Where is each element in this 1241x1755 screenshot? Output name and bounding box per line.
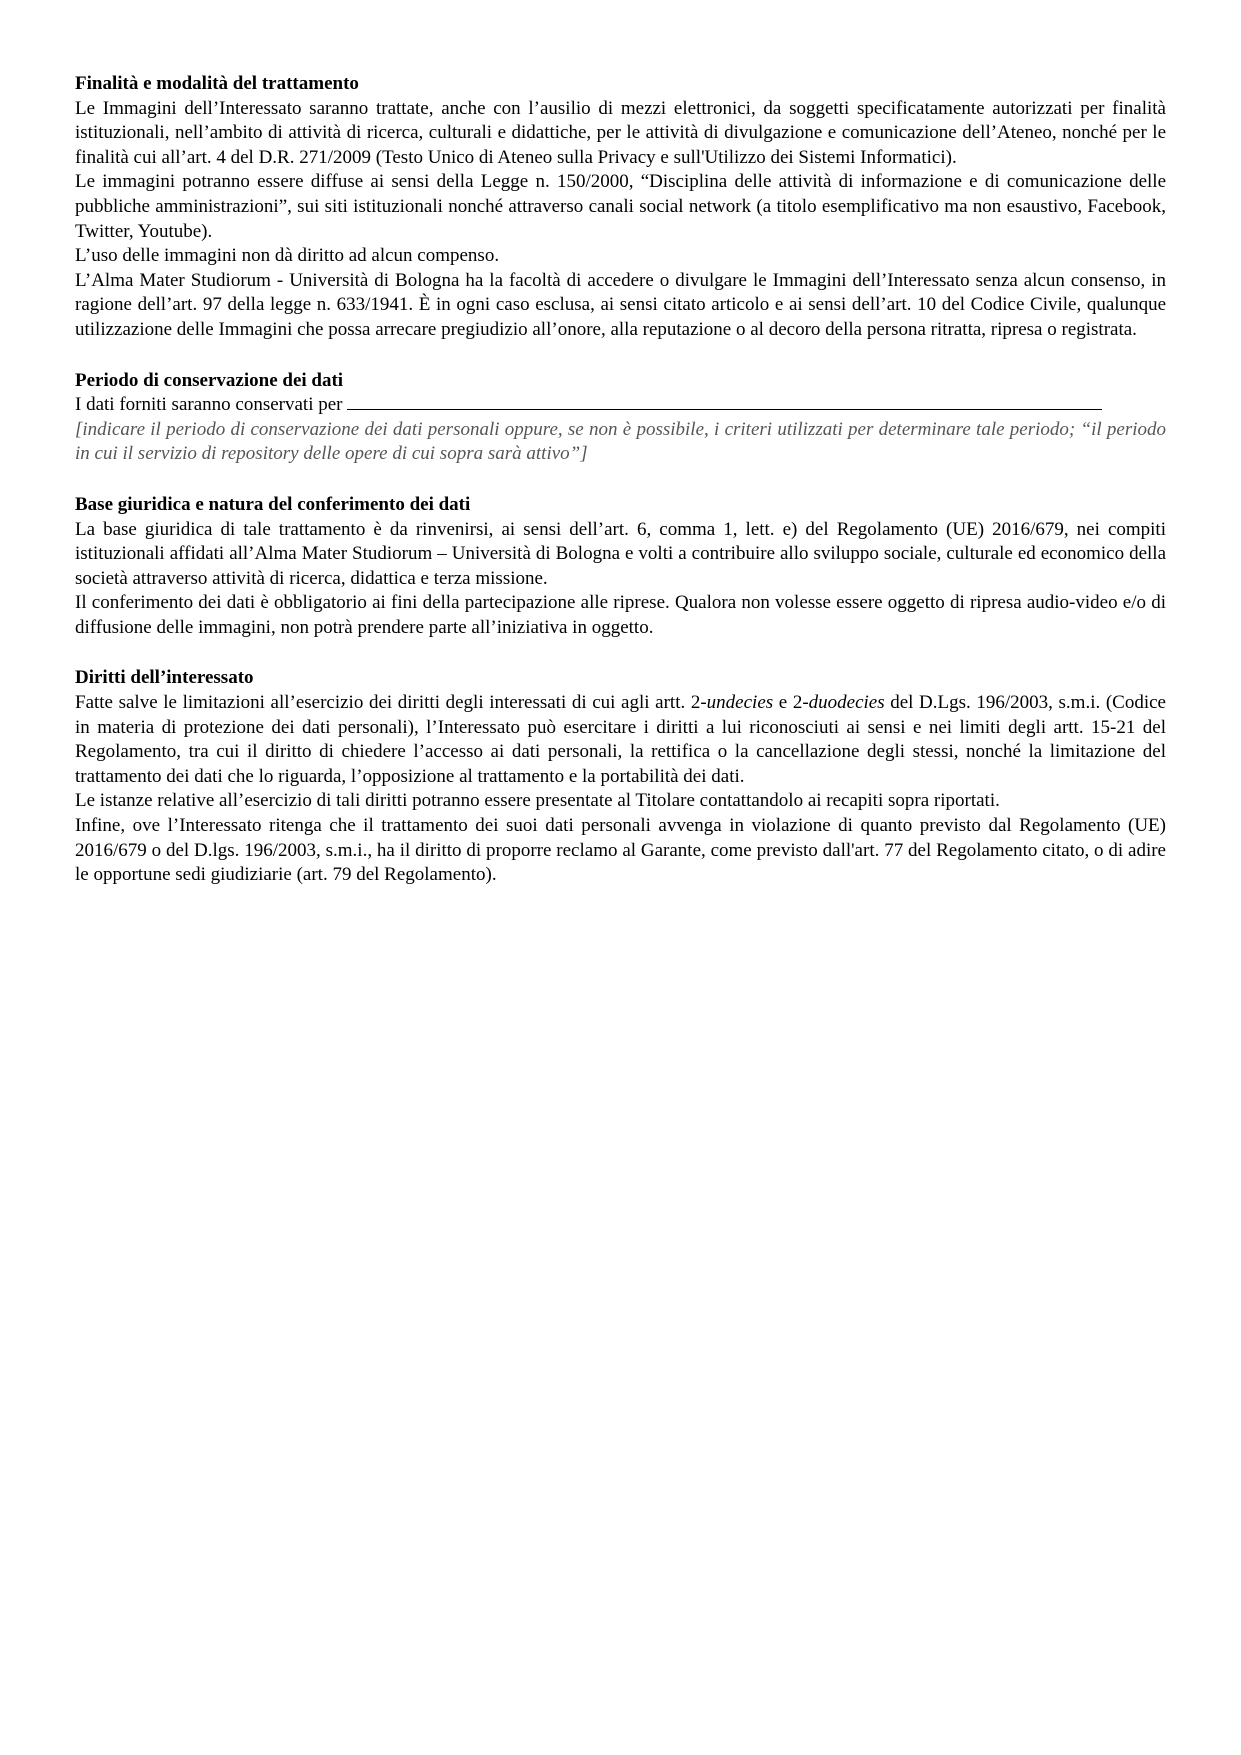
section-base-giuridica (75, 493, 1166, 641)
section-title: Base giuridica e natura del conferimento dei dati (75, 493, 471, 515)
italic-term: duodecies (808, 692, 885, 714)
paragraph: L’Alma Mater Studiorum - Università di Bologna ha la facoltà di accedere o divulgare le Immagini dell’Interessato senza alcun consenso, in ragione dell’art. 97 della legge n. 633/1941. È in ogni caso esclusa, ai sensi citato articolo e ai sensi dell’art. 10 del Codice Civile, qualunque utilizzazione delle Immagini che possa arrecare pregiudizio all’onore, alla reputazione o al decoro della persona ritratta, ripresa o registrata. (75, 269, 1166, 340)
paragraph: La base giuridica di tale trattamento è da rinvenirsi, ai sensi dell’art. 6, comma 1, lett. e) del Regolamento (UE) 2016/679, nei compiti istituzionali affidati all’Alma Mater Studiorum – Università di Bologna e volti a contribuire allo sviluppo sociale, culturale ed economico della società attraverso attività di ricerca, didattica e terza missione. (75, 518, 1166, 589)
text-run: Fatte salve le limitazioni all’esercizio dei diritti degli interessati di cui agli artt. 2- (75, 692, 707, 714)
section-diritti (75, 666, 1166, 887)
paragraph: Le istanze relative all’esercizio di tali diritti potranno essere presentate al Titolare contattandolo ai recapiti sopra riportati. (75, 790, 1000, 812)
paragraph (75, 691, 1166, 789)
retention-line (75, 393, 1166, 418)
text-run: del D.Lgs. 196/2003, s.m.i. (Codice in materia di protezione dei dati personali), l’Interessato può esercitare i diritti a lui riconosciuti ai sensi e nei limiti degli artt. 15-21 del Regolamento, tra cui il diritto di chiedere l’accesso ai dati personali, la rettifica o la cancellazione degli stessi, nonché la limitazione del trattamento dei dati che lo riguarda, l’opposizione al trattamento e la portabilità dei dati. (75, 692, 1166, 787)
paragraph: L’uso delle immagini non dà diritto ad alcun compenso. (75, 245, 500, 267)
retention-label: I dati forniti saranno conservati per (75, 394, 343, 416)
paragraph: Le immagini potranno essere diffuse ai sensi della Legge n. 150/2000, “Disciplina delle attività di informazione e di comunicazione delle pubbliche amministrazioni”, sui siti istituzionali nonché attraverso canali social network (a titolo esemplificativo ma non esaustivo, Facebook, Twitter, Youtube). (75, 171, 1166, 242)
retention-blank-line[interactable] (347, 408, 1102, 410)
section-title: Periodo di conservazione dei dati (75, 369, 344, 391)
paragraph: Il conferimento dei dati è obbligatorio ai fini della partecipazione alle riprese. Qualora non volesse essere oggetto di ripresa audio-video e/o di diffusione delle immagini, non potrà prendere parte all’iniziativa in oggetto. (75, 592, 1166, 638)
italic-term: undecies (706, 692, 774, 714)
text-run: e 2- (773, 692, 809, 714)
section-title: Finalità e modalità del trattamento (75, 73, 359, 94)
paragraph: Infine, ove l’Interessato ritenga che il trattamento dei suoi dati personali avvenga in violazione di quanto previsto dal Regolamento (UE) 2016/679 o del D.lgs. 196/2003, s.m.i., ha il diritto di proporre reclamo al Garante, come previsto dall'art. 77 del Regolamento citato, o di adire le opportune sedi giudiziarie (art. 79 del Regolamento). (75, 815, 1166, 886)
paragraph: Le Immagini dell’Interessato saranno trattate, anche con l’ausilio di mezzi elettronici, da soggetti specificatamente autorizzati per finalità istituzionali, nell’ambito di attività di ricerca, culturali e didattiche, per le attività di divulgazione e comunicazione dell’Ateneo, nonché per le finalità cui all’art. 4 del D.R. 271/2009 (Testo Unico di Ateneo sulla Privacy e sull'Utilizzo dei Sistemi Informatici). (75, 97, 1166, 168)
section-conservazione (75, 369, 1166, 467)
section-title: Diritti dell’interessato (75, 667, 254, 689)
section-finalita (75, 72, 1166, 343)
instruction-note: [indicare il periodo di conservazione dei dati personali oppure, se non è possibile, i criteri utilizzati per determinare tale periodo; “il periodo in cui il servizio di repository delle opere di cui sopra sarà attivo”] (75, 418, 1166, 465)
